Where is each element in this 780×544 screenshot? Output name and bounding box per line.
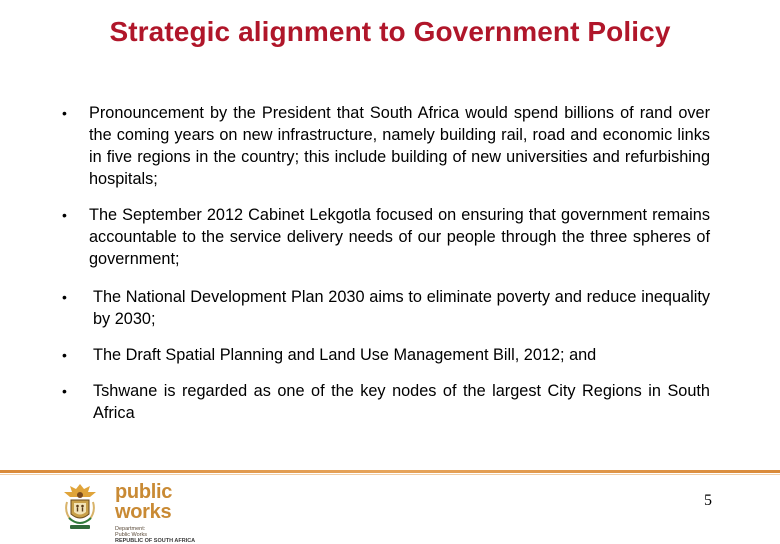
bullet-item xyxy=(62,286,710,330)
coat-of-arms-icon xyxy=(58,480,102,532)
bullet-marker: • xyxy=(62,207,67,223)
slide-title: Strategic alignment to Government Policy xyxy=(109,16,671,47)
bullet-item xyxy=(62,344,710,366)
footer-divider-thin xyxy=(0,474,780,475)
bullet-item xyxy=(62,204,710,270)
bullet-item xyxy=(62,102,710,190)
bullet-text: The Draft Spatial Planning and Land Use Management Bill, 2012; and xyxy=(93,346,597,364)
logo-sub-line3: REPUBLIC OF SOUTH AFRICA xyxy=(115,538,196,544)
bullet-marker: • xyxy=(62,347,67,363)
logo-brand-name: public works xyxy=(115,481,173,523)
bullet-text: Tshwane is regarded as one of the key nodes of the largest City Regions in South Africa xyxy=(93,382,710,422)
public-works-logo xyxy=(58,480,218,544)
bullet-text: The National Development Plan 2030 aims to eliminate poverty and reduce inequality by 2030; xyxy=(93,288,710,328)
page-number: 5 xyxy=(704,492,712,509)
bullet-text: The September 2012 Cabinet Lekgotla focused on ensuring that government remains accountable to the service delivery needs of our people through the three spheres of government; xyxy=(89,206,710,268)
bullet-item xyxy=(62,380,710,424)
logo-text xyxy=(115,482,218,544)
logo-subtitle xyxy=(115,526,218,544)
bullet-marker: • xyxy=(62,289,67,305)
bullet-marker: • xyxy=(62,383,67,399)
bullet-list xyxy=(62,102,710,424)
logo-sub-line1: Department: xyxy=(115,526,146,532)
footer-divider xyxy=(0,470,780,473)
bullet-text: Pronouncement by the President that South Africa would spend billions of rand over the coming years on new infrastructure, namely building rail, road and economic links in five regions in the country; this include building of new universities and refurbishing hospitals; xyxy=(89,104,710,188)
bullet-marker: • xyxy=(62,105,67,121)
logo-sub-line2: Public Works xyxy=(115,532,147,538)
